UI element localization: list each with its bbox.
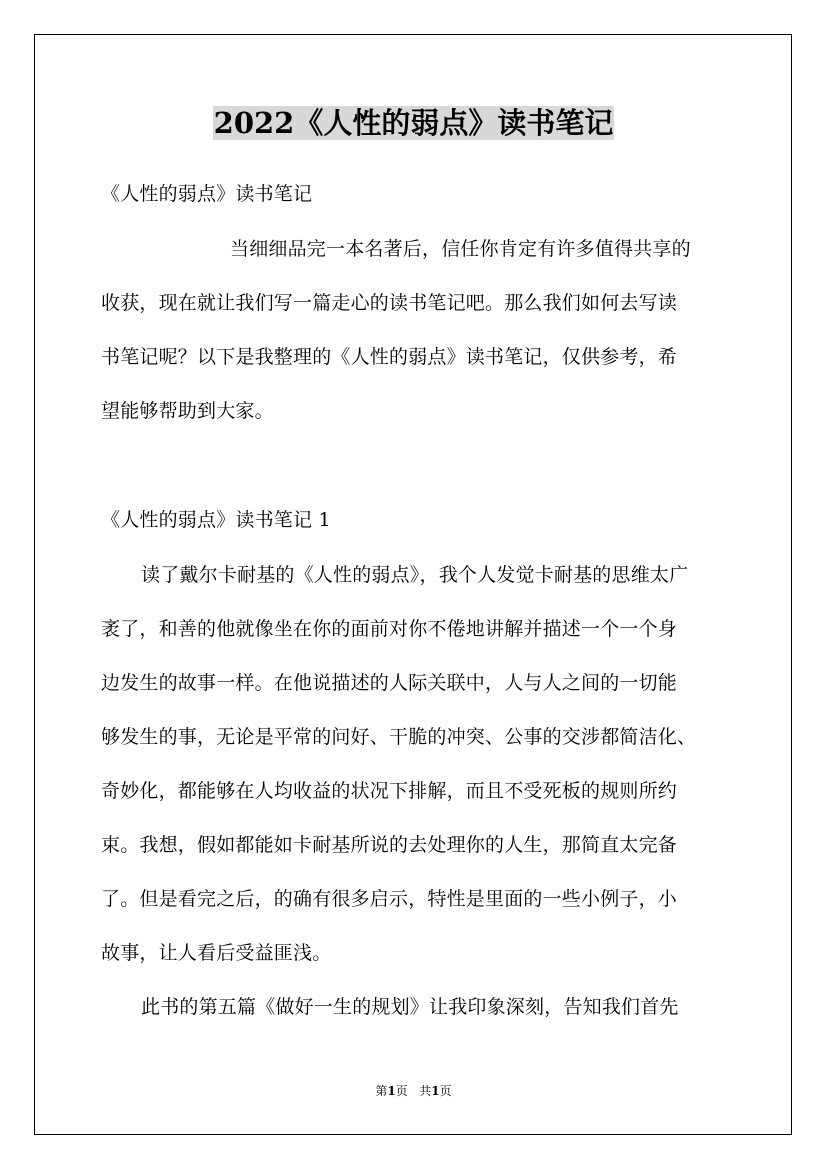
footer-page-suffix: 页 xyxy=(395,1084,408,1098)
footer-total-suffix: 页 xyxy=(439,1084,452,1098)
footer-total-number: 1 xyxy=(431,1084,440,1098)
footer-page-number: 1 xyxy=(387,1084,396,1098)
intro-line-1: 当细细品完一本名著后，信任你肯定有许多值得共享的 xyxy=(230,238,691,260)
paragraph2-line-1: 此书的第五篇《做好一生的规划》让我印象深刻，告知我们首先 xyxy=(141,996,679,1018)
intro-line-3: 书笔记呢？以下是我整理的《人性的弱点》读书笔记，仅供参考，希 xyxy=(101,346,678,368)
document-subtitle: 《人性的弱点》读书笔记 xyxy=(101,183,313,205)
section-heading: 《人性的弱点》读书笔记 1 xyxy=(101,509,331,531)
paragraph1-line-1: 读了戴尔卡耐基的《人性的弱点》，我个人发觉卡耐基的思维太广 xyxy=(141,564,689,586)
footer-page-prefix: 第 xyxy=(375,1084,388,1098)
footer-total-prefix: 共 xyxy=(419,1084,432,1098)
paragraph1-line-7: 了。但是看完之后，的确有很多启示，特性是里面的一些小例子，小 xyxy=(101,888,678,910)
intro-line-4: 望能够帮助到大家。 xyxy=(101,400,274,422)
paragraph1-line-8: 故事，让人看后受益匪浅。 xyxy=(101,942,332,964)
paragraph1-line-5: 奇妙化，都能够在人均收益的状况下排解，而且不受死板的规则所约 xyxy=(101,780,678,802)
intro-line-2: 收获，现在就让我们写一篇走心的读书笔记吧。那么我们如何去写读 xyxy=(101,292,678,314)
document-title xyxy=(0,103,827,143)
paragraph1-line-3: 边发生的故事一样。在他说描述的人际关联中，人与人之间的一切能 xyxy=(101,672,678,694)
paragraph1-line-4: 够发生的事，无论是平常的问好、干脆的冲突、公事的交涉都简洁化、 xyxy=(101,726,697,748)
paragraph1-line-2: 袤了，和善的他就像坐在你的面前对你不倦地讲解并描述一个一个身 xyxy=(101,618,678,640)
page-footer xyxy=(0,1083,827,1099)
document-title-text: 2022《人性的弱点》读书笔记 xyxy=(213,106,614,140)
paragraph1-line-6: 束。我想，假如都能如卡耐基所说的去处理你的人生，那简直太完备 xyxy=(101,834,678,856)
